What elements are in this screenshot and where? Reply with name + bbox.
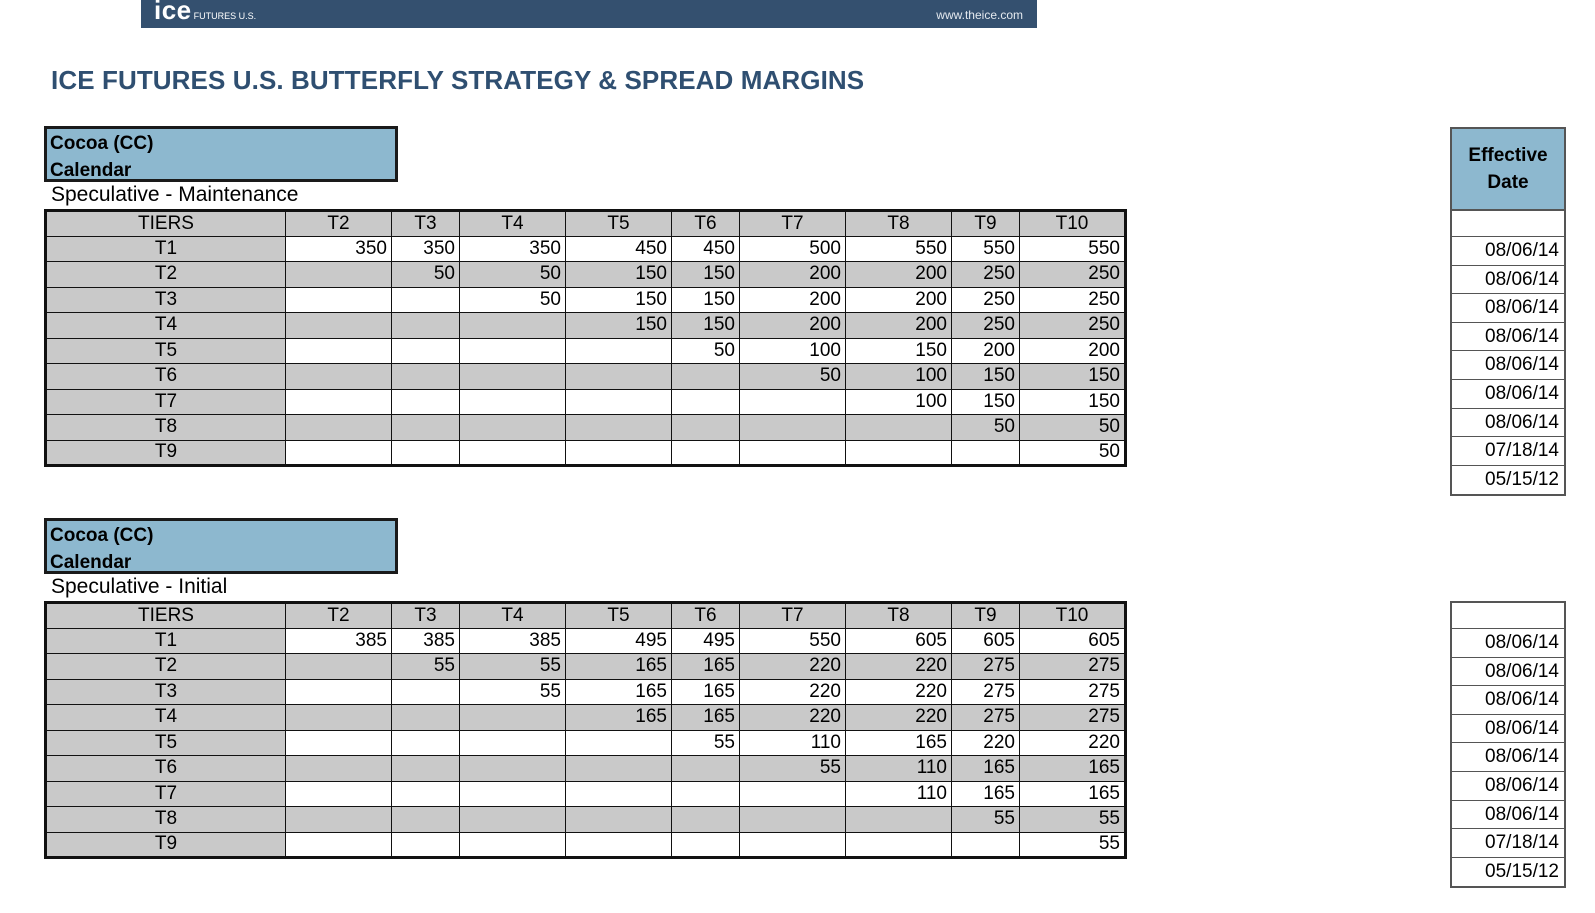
margin-cell: 275 [952, 705, 1020, 731]
margin-cell: 275 [952, 654, 1020, 680]
margin-cell [672, 807, 740, 833]
margin-cell: 165 [566, 654, 672, 680]
column-header: TIERS [46, 603, 286, 629]
table-header-row [46, 603, 1126, 629]
margin-cell: 220 [846, 679, 952, 705]
logo-mark: ice [154, 0, 192, 25]
margin-cell: 350 [392, 236, 460, 262]
effective-date-header [1450, 127, 1566, 214]
product-name: Cocoa (CC) [50, 133, 154, 154]
effective-date-cell: 08/06/14 [1452, 294, 1564, 323]
logo-subtext: FUTURES U.S. [193, 11, 257, 21]
margin-cell: 50 [672, 338, 740, 364]
margin-cell: 150 [672, 287, 740, 313]
margin-cell [392, 415, 460, 441]
product-label-box [44, 126, 398, 182]
tier-label: T5 [46, 338, 286, 364]
column-header: T3 [392, 603, 460, 629]
margin-cell [740, 389, 846, 415]
spread-type: Calendar [50, 552, 132, 573]
effective-date-blank [1452, 603, 1564, 629]
margin-cell [286, 287, 392, 313]
margin-cell: 110 [740, 730, 846, 756]
margin-cell [392, 807, 460, 833]
ice-logo [154, 0, 256, 26]
margin-cell: 150 [566, 313, 672, 339]
margin-cell [392, 679, 460, 705]
margin-cell: 500 [740, 236, 846, 262]
effective-date-blank [1452, 211, 1564, 237]
column-header: T10 [1020, 211, 1126, 237]
margin-cell [566, 364, 672, 390]
margin-cell: 150 [952, 389, 1020, 415]
margin-cell [392, 364, 460, 390]
tier-label: T7 [46, 781, 286, 807]
effective-date-cell: 08/06/14 [1452, 380, 1564, 409]
column-header: T2 [286, 603, 392, 629]
tier-label: T3 [46, 679, 286, 705]
margin-cell: 165 [672, 654, 740, 680]
tier-label: T2 [46, 654, 286, 680]
margin-cell [286, 705, 392, 731]
margin-cell [566, 338, 672, 364]
table-row [46, 389, 1126, 415]
column-header: T7 [740, 603, 846, 629]
column-header: T5 [566, 211, 672, 237]
margin-cell: 385 [392, 628, 460, 654]
margin-cell: 110 [846, 781, 952, 807]
effective-date-cell: 05/15/12 [1485, 468, 1559, 490]
margin-cell: 165 [672, 705, 740, 731]
tier-label: T7 [46, 389, 286, 415]
column-header: T8 [846, 603, 952, 629]
website-link[interactable]: www.theice.com [936, 8, 1023, 22]
margin-cell: 250 [1020, 313, 1126, 339]
margin-cell [392, 440, 460, 466]
header-banner [141, 0, 1037, 28]
margin-cell: 150 [1020, 364, 1126, 390]
column-header: T7 [740, 211, 846, 237]
margin-cell: 495 [672, 628, 740, 654]
margin-cell: 250 [952, 262, 1020, 288]
margin-cell: 150 [846, 338, 952, 364]
effective-date-cell: 08/06/14 [1452, 237, 1564, 266]
column-header: T4 [460, 603, 566, 629]
margin-cell [740, 415, 846, 441]
margin-cell: 165 [952, 781, 1020, 807]
table-row [46, 338, 1126, 364]
effective-date-cell: 08/06/14 [1452, 686, 1564, 715]
tier-label: T8 [46, 807, 286, 833]
margin-cell: 385 [460, 628, 566, 654]
margin-cell [392, 338, 460, 364]
margin-cell [460, 832, 566, 858]
tier-label: T3 [46, 287, 286, 313]
margin-cell [460, 313, 566, 339]
table-header-row [46, 211, 1126, 237]
margin-cell: 100 [846, 364, 952, 390]
effective-date-cell: 08/06/14 [1452, 351, 1564, 380]
margin-cell: 55 [460, 679, 566, 705]
effective-date-cell: 08/06/14 [1452, 772, 1564, 801]
margin-cell [566, 389, 672, 415]
margin-cell: 200 [740, 287, 846, 313]
table-row [46, 440, 1126, 466]
column-header: T6 [672, 211, 740, 237]
product-label-box [44, 518, 398, 574]
effective-date-cell: 08/06/14 [1452, 266, 1564, 295]
margin-cell: 200 [740, 262, 846, 288]
margin-cell: 165 [566, 679, 672, 705]
margin-cell: 200 [846, 262, 952, 288]
margin-cell: 450 [672, 236, 740, 262]
margin-cell [740, 440, 846, 466]
margin-cell: 220 [846, 654, 952, 680]
column-header: T8 [846, 211, 952, 237]
margin-cell: 200 [952, 338, 1020, 364]
table-row [46, 415, 1126, 441]
margin-cell: 550 [952, 236, 1020, 262]
margin-cell [460, 415, 566, 441]
margin-cell: 550 [740, 628, 846, 654]
margin-cell [846, 415, 952, 441]
margin-cell: 55 [1020, 807, 1126, 833]
table-row [46, 705, 1126, 731]
margin-cell [286, 262, 392, 288]
margin-cell: 250 [1020, 287, 1126, 313]
margin-cell [286, 756, 392, 782]
margin-cell [460, 781, 566, 807]
margin-cell [566, 730, 672, 756]
margin-cell [672, 389, 740, 415]
margin-cell: 110 [846, 756, 952, 782]
tier-label: T5 [46, 730, 286, 756]
margin-cell: 150 [672, 313, 740, 339]
margin-cell: 275 [1020, 679, 1126, 705]
section-subtitle: Speculative - Maintenance [51, 183, 299, 206]
margin-cell [286, 440, 392, 466]
margin-cell [392, 287, 460, 313]
effective-date-cell: 05/15/12 [1485, 860, 1559, 882]
tier-label: T1 [46, 628, 286, 654]
margin-cell: 200 [1020, 338, 1126, 364]
margin-cell [392, 756, 460, 782]
margin-cell: 550 [1020, 236, 1126, 262]
section-subtitle: Speculative - Initial [51, 575, 228, 598]
margin-cell: 250 [952, 313, 1020, 339]
margin-cell [460, 440, 566, 466]
table-row [46, 364, 1126, 390]
margin-cell: 165 [566, 705, 672, 731]
margin-cell [952, 440, 1020, 466]
margin-cell [846, 832, 952, 858]
margin-cell [286, 781, 392, 807]
effective-date-cell: 08/06/14 [1452, 323, 1564, 352]
margin-cell [392, 730, 460, 756]
margin-cell [392, 781, 460, 807]
margin-cell [846, 440, 952, 466]
margin-cell [286, 654, 392, 680]
margin-cell [566, 415, 672, 441]
margin-cell: 550 [846, 236, 952, 262]
effective-date-cell: 08/06/14 [1452, 743, 1564, 772]
column-header: T9 [952, 603, 1020, 629]
tier-label: T6 [46, 364, 286, 390]
margin-cell: 220 [846, 705, 952, 731]
margin-cell [460, 756, 566, 782]
margin-cell: 250 [952, 287, 1020, 313]
margin-cell [286, 313, 392, 339]
margin-cell: 50 [1020, 415, 1126, 441]
effective-date-heading-line2: Date [1487, 172, 1529, 193]
table-row [46, 730, 1126, 756]
margin-cell: 165 [672, 679, 740, 705]
table-row [46, 287, 1126, 313]
margin-cell: 50 [392, 262, 460, 288]
page-title: ICE FUTURES U.S. BUTTERFLY STRATEGY & SPREAD MARGINS [51, 65, 865, 95]
margin-cell [740, 832, 846, 858]
margin-cell [286, 415, 392, 441]
margin-cell: 55 [672, 730, 740, 756]
margin-cell [460, 364, 566, 390]
margin-cell [286, 730, 392, 756]
column-header: T3 [392, 211, 460, 237]
margin-cell [286, 807, 392, 833]
effective-date-cell: 08/06/14 [1452, 801, 1564, 830]
product-name: Cocoa (CC) [50, 525, 154, 546]
column-header: T10 [1020, 603, 1126, 629]
tier-label: T2 [46, 262, 286, 288]
margin-cell: 150 [1020, 389, 1126, 415]
margin-cell [286, 679, 392, 705]
table-row [46, 781, 1126, 807]
table-row [46, 807, 1126, 833]
effective-date-cell: 08/06/14 [1452, 629, 1564, 658]
margin-cell: 150 [952, 364, 1020, 390]
margin-cell [392, 705, 460, 731]
effective-date-column [1450, 209, 1566, 496]
margin-cell: 100 [846, 389, 952, 415]
margin-cell: 55 [460, 654, 566, 680]
margin-cell [392, 832, 460, 858]
margin-cell: 55 [952, 807, 1020, 833]
margin-cell: 150 [566, 262, 672, 288]
margin-cell: 350 [460, 236, 566, 262]
margin-cell: 200 [846, 287, 952, 313]
margin-cell [740, 807, 846, 833]
margin-cell: 50 [952, 415, 1020, 441]
margin-cell [566, 756, 672, 782]
margin-cell [846, 807, 952, 833]
spread-type: Calendar [50, 160, 132, 181]
tier-label: T8 [46, 415, 286, 441]
margin-cell [460, 807, 566, 833]
tier-label: T4 [46, 313, 286, 339]
column-header: T4 [460, 211, 566, 237]
margin-cell [460, 389, 566, 415]
table-row [46, 262, 1126, 288]
margin-cell: 350 [286, 236, 392, 262]
margin-cell: 50 [1020, 440, 1126, 466]
margin-cell [566, 781, 672, 807]
margin-cell [952, 832, 1020, 858]
effective-date-cell: 07/18/14 [1452, 437, 1564, 466]
margin-cell: 50 [460, 262, 566, 288]
margin-cell [672, 832, 740, 858]
margin-cell [392, 389, 460, 415]
margin-cell: 275 [1020, 705, 1126, 731]
margin-cell [286, 832, 392, 858]
margin-cell: 100 [740, 338, 846, 364]
margin-cell: 250 [1020, 262, 1126, 288]
effective-date-heading-line1: Effective [1468, 145, 1548, 166]
margin-cell [672, 364, 740, 390]
column-header: T2 [286, 211, 392, 237]
table-row [46, 628, 1126, 654]
margin-cell: 275 [952, 679, 1020, 705]
effective-date-cell: 08/06/14 [1452, 658, 1564, 687]
margin-cell [566, 832, 672, 858]
tier-label: T9 [46, 440, 286, 466]
margin-cell: 450 [566, 236, 672, 262]
margin-cell: 605 [1020, 628, 1126, 654]
tier-label: T9 [46, 832, 286, 858]
column-header: TIERS [46, 211, 286, 237]
effective-date-cell: 08/06/14 [1452, 409, 1564, 438]
margin-cell: 150 [566, 287, 672, 313]
margin-cell [460, 705, 566, 731]
table-row [46, 313, 1126, 339]
margin-cell: 605 [952, 628, 1020, 654]
margin-cell: 275 [1020, 654, 1126, 680]
margin-cell: 220 [1020, 730, 1126, 756]
margin-cell [672, 781, 740, 807]
margin-cell: 50 [460, 287, 566, 313]
column-header: T6 [672, 603, 740, 629]
margin-cell: 605 [846, 628, 952, 654]
margin-cell: 220 [740, 679, 846, 705]
table-row [46, 236, 1126, 262]
margin-cell: 150 [672, 262, 740, 288]
margin-table [44, 601, 1127, 859]
column-header: T9 [952, 211, 1020, 237]
margin-table [44, 209, 1127, 467]
table-row [46, 756, 1126, 782]
tier-label: T1 [46, 236, 286, 262]
margin-cell: 50 [740, 364, 846, 390]
tier-label: T6 [46, 756, 286, 782]
margin-cell: 200 [846, 313, 952, 339]
margin-cell: 55 [1020, 832, 1126, 858]
margin-cell [286, 338, 392, 364]
margin-cell: 220 [740, 705, 846, 731]
margin-cell [672, 440, 740, 466]
margin-cell: 165 [1020, 756, 1126, 782]
margin-cell: 55 [740, 756, 846, 782]
margin-cell: 165 [1020, 781, 1126, 807]
margin-cell [566, 807, 672, 833]
margin-cell [460, 730, 566, 756]
margin-cell [672, 756, 740, 782]
margin-cell: 385 [286, 628, 392, 654]
tier-label: T4 [46, 705, 286, 731]
margin-cell [286, 364, 392, 390]
effective-date-column [1450, 601, 1566, 888]
margin-cell: 55 [392, 654, 460, 680]
margin-cell [286, 389, 392, 415]
margin-cell: 220 [952, 730, 1020, 756]
margin-cell [672, 415, 740, 441]
margin-cell [460, 338, 566, 364]
effective-date-cell: 07/18/14 [1452, 829, 1564, 858]
table-row [46, 654, 1126, 680]
margin-cell [740, 781, 846, 807]
margin-cell: 165 [846, 730, 952, 756]
margin-cell: 200 [740, 313, 846, 339]
effective-date-cell: 08/06/14 [1452, 715, 1564, 744]
column-header: T5 [566, 603, 672, 629]
margin-cell: 165 [952, 756, 1020, 782]
margin-cell: 495 [566, 628, 672, 654]
margin-cell [392, 313, 460, 339]
margin-cell: 220 [740, 654, 846, 680]
table-row [46, 832, 1126, 858]
margin-cell [566, 440, 672, 466]
table-row [46, 679, 1126, 705]
